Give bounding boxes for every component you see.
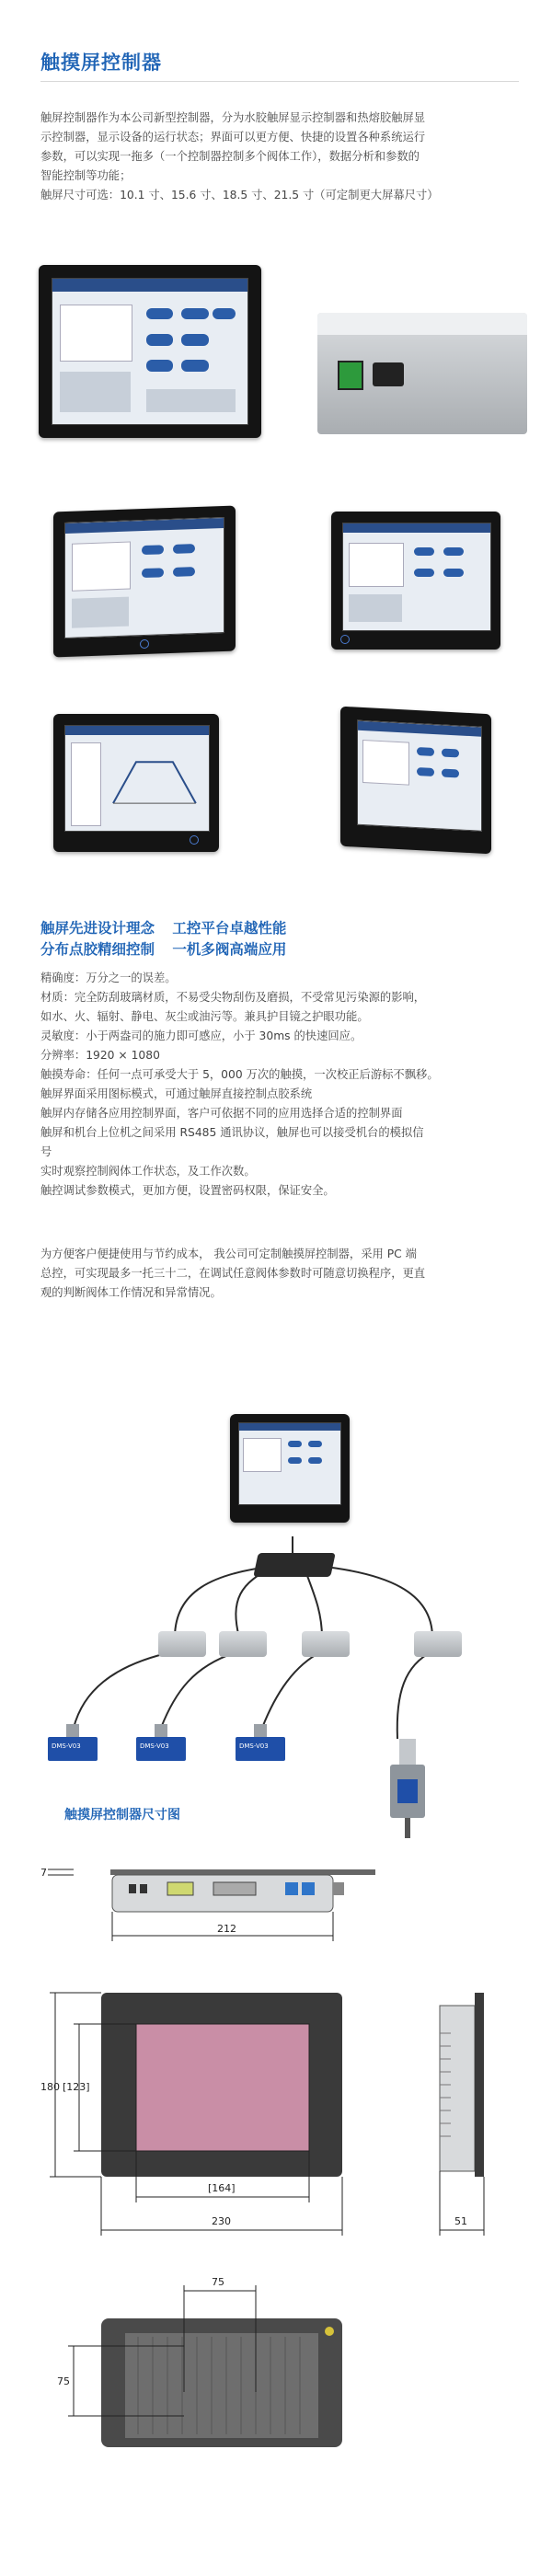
touchscreen-photo-angle-right <box>331 512 500 650</box>
cable <box>262 1651 322 1728</box>
feature-line: 材质：完全防刮玻璃材质，不易受尖物刮伤及磨损，不受常见污染源的影响， <box>40 991 426 1004</box>
side-body <box>440 2006 475 2171</box>
power-led-icon <box>190 835 199 845</box>
valve-label: DMS-V03 <box>52 1742 81 1750</box>
side-view-drawing <box>432 1987 534 2263</box>
power-socket-icon <box>373 362 404 386</box>
touchscreen-display <box>64 517 224 638</box>
feature-line: 触屏内存储各应用控制界面，客户可依据不同的应用选择合适的控制界面 <box>40 1107 403 1120</box>
summary-line: 总控，可实现最多一托三十二，在调试任意阀体参数时可随意切换程序，更直 <box>40 1267 426 1280</box>
features-heading-part: 工控平台卓越性能 <box>172 920 287 937</box>
distribution-hub <box>253 1553 336 1577</box>
side-bezel <box>475 1993 484 2177</box>
summary-paragraph <box>40 1245 519 1303</box>
dim-label: [164] <box>208 2182 236 2194</box>
touchscreen-display <box>52 278 248 425</box>
cable <box>317 1566 432 1638</box>
summary-line: 观的判断阀体工作情况和异常情况。 <box>40 1286 222 1299</box>
touchscreen-photo-side <box>340 707 491 855</box>
feature-line: 灵敏度：小于两盎司的施力即可感应，小于 30ms 的快速回应。 <box>40 1029 362 1042</box>
power-switch-icon <box>338 361 363 390</box>
back-view-drawing <box>37 2254 405 2456</box>
touchscreen-display <box>238 1422 341 1505</box>
feature-line: 触屏界面采用图标模式，可通过触屏直接控制点胶系统 <box>40 1087 313 1100</box>
front-screen <box>136 2024 309 2151</box>
dispensing-valve <box>236 1724 285 1763</box>
intro-line: 参数，可以实现一拖多（一个控制器控制多个阀体工作），数据分析和参数的 <box>40 150 420 163</box>
cable <box>161 1651 239 1728</box>
diagram-touchscreen <box>230 1414 350 1523</box>
controller-box-photo <box>317 313 527 434</box>
dim-label: 212 <box>217 1923 236 1935</box>
title-divider <box>40 81 519 82</box>
touchscreen-display <box>64 725 210 832</box>
feature-line: 如水、火、辐射、静电、灰尘或油污等。兼具护目镜之护眼功能。 <box>40 1010 369 1023</box>
power-led-icon <box>340 635 350 644</box>
feature-line: 号 <box>40 1145 52 1158</box>
dimension-drawing-title: 触摸屏控制器尺寸图 <box>64 1808 180 1823</box>
dispensing-valve <box>136 1724 186 1763</box>
features-heading-part: 一机多阀高端应用 <box>172 941 287 958</box>
cable <box>74 1651 175 1728</box>
dim-label: 180 <box>40 2081 60 2093</box>
touchscreen-photo-chart-ui <box>53 714 219 852</box>
feature-line: 触摸寿命：任何一点可承受大于 5，000 万次的触摸，一次校正后游标不飘移。 <box>40 1068 439 1081</box>
dim-label: 51 <box>454 2215 467 2227</box>
features-list <box>40 969 519 1201</box>
intro-line: 触屏尺寸可选：10.1 寸、15.6 寸、18.5 寸、21.5 寸（可定制更大屏幕尺寸） <box>40 189 439 201</box>
valve-label: DMS-V03 <box>140 1742 169 1750</box>
hot-melt-valve <box>385 1739 431 1840</box>
intro-line: 示控制器，显示设备的运行状态；界面可以更方便、快捷的设置各种系统运行 <box>40 131 426 144</box>
cable <box>397 1651 432 1739</box>
page-title: 触摸屏控制器 <box>40 52 162 74</box>
touchscreen-display <box>357 720 482 832</box>
intro-line: 触屏控制器作为本公司新型控制器，分为水胶触屏显示控制器和热熔胶触屏显 <box>40 111 426 124</box>
power-led-icon <box>140 639 149 649</box>
dim-label: [123] <box>63 2081 90 2093</box>
intro-paragraph <box>40 109 519 205</box>
controller-box <box>219 1631 267 1657</box>
back-heatsink <box>125 2333 318 2438</box>
features-heading-part: 触屏先进设计理念 <box>40 920 155 937</box>
feature-line: 触控调试参数模式，更加方便，设置密码权限，保证安全。 <box>40 1184 335 1197</box>
dim-label: 230 <box>212 2215 231 2227</box>
controller-box <box>414 1631 462 1657</box>
features-heading-part: 分布点胶精细控制 <box>40 941 155 958</box>
valve-label: DMS-V03 <box>239 1742 269 1750</box>
controller-box <box>302 1631 350 1657</box>
feature-line: 触屏和机台上位机之间采用 RS485 通讯协议，触屏也可以接受机台的模拟信 <box>40 1126 424 1139</box>
top-view-drawing <box>37 1857 386 1949</box>
summary-line: 为方便客户便捷使用与节约成本， 我公司可定制触摸屏控制器，采用 PC 端 <box>40 1248 417 1260</box>
dispensing-valve <box>48 1724 98 1763</box>
touchscreen-photo-angle-left <box>53 506 236 658</box>
features-heading <box>40 918 286 960</box>
controller-box <box>158 1631 206 1657</box>
dim-label: 7 <box>40 1867 47 1879</box>
feature-line: 实时观察控制阀体工作状态，及工作次数。 <box>40 1165 256 1178</box>
touchscreen-photo-front <box>39 265 261 438</box>
top-edge <box>110 1869 375 1875</box>
ground-terminal-icon <box>325 2327 334 2336</box>
intro-line: 智能控制等功能； <box>40 169 132 182</box>
touchscreen-display <box>342 523 491 631</box>
dim-label: 75 <box>57 2375 70 2387</box>
feature-line: 精确度：万分之一的误差。 <box>40 972 177 984</box>
dim-label: 75 <box>212 2276 224 2288</box>
front-view-drawing <box>37 1987 423 2263</box>
feature-line: 分辨率：1920 × 1080 <box>40 1049 160 1062</box>
